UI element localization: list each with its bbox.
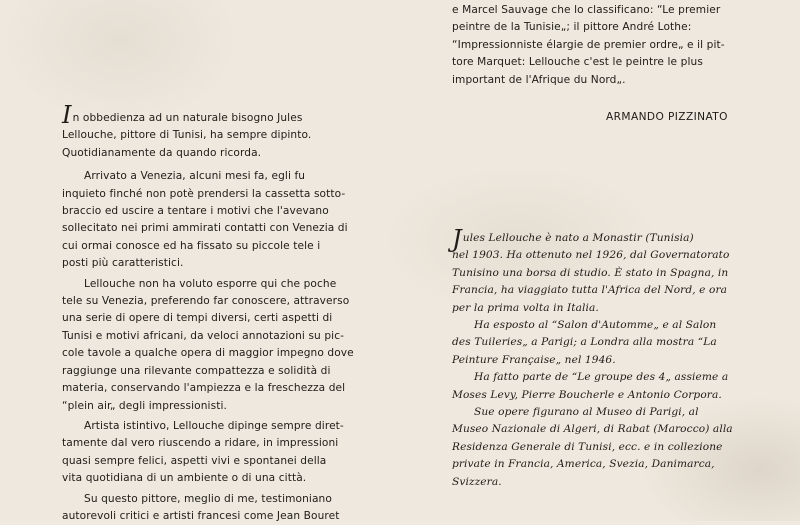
text-line: private in Francia, America, Svezia, Danimarca, (452, 458, 715, 471)
text-line: Tunisino una borsa di studio. È stato in Spagna, in (452, 266, 729, 279)
text-line: una serie di opere di tempi diversi, certi aspetti di (62, 312, 333, 325)
text-line (452, 225, 774, 253)
text-line: des Tuileries„ a Parigi; a Londra alla mostra “La (452, 336, 717, 349)
text-line: Residenza Generale di Tunisi, ecc. e in collezione (452, 440, 723, 453)
text-line: tamente dal vero riuscendo a ridare, in impressioni (62, 437, 339, 450)
text-line: Svizzera. (452, 475, 502, 488)
text-line: Lellouche, pittore di Tunisi, ha sempre dipinto. (62, 129, 312, 142)
left-column-text (62, 101, 366, 525)
text-line: Ha fatto parte de “Le groupe des 4„ assieme a (474, 371, 729, 384)
text-line: peintre de la Tunisie„; il pittore André Lothe: (452, 21, 692, 34)
text-line: autorevoli critici e artisti francesi come Jean Bouret (62, 509, 340, 522)
text-line: “Impressionniste élargie de premier ordre„ e il pit- (452, 38, 725, 51)
text-line: Moses Levy, Pierre Boucherle e Antonio Corpora. (452, 388, 722, 401)
text-line: Francia, ha viaggiato tutta l'Africa del Nord, e ora (452, 284, 728, 297)
text-line (62, 101, 366, 129)
text-line: Arrivato a Venezia, alcuni mesi fa, egli fu (84, 170, 306, 183)
text-line: Museo Nazionale di Algeri, di Rabat (Marocco) alla (452, 423, 733, 436)
right-column-text (452, 2, 774, 89)
paragraph-critics (62, 491, 366, 525)
text-line: Sue opere figurano al Museo di Parigi, al (474, 406, 699, 419)
author-signature: ARMANDO PIZZINATO (606, 111, 728, 123)
text-line: tele su Venezia, preferendo far conoscere, attraverso (62, 295, 350, 308)
text-line: Lellouche non ha voluto esporre qui che poche (84, 277, 337, 290)
text-line: inquieto finché non potè prendersi la cassetta sotto- (62, 187, 346, 200)
text-line: Artista istintivo, Lellouche dipinge sempre diret- (84, 419, 344, 432)
text-line-content: ules Lellouche è nato a Monastir (Tunisia) (462, 232, 694, 244)
text-line: posti più caratteristici. (62, 257, 184, 270)
text-line: cole tavole a qualche opera di maggior impegno dove (62, 347, 354, 360)
paragraph-collections (452, 404, 774, 491)
text-line: Quotidianamente da quando ricorda. (62, 146, 262, 159)
paragraph-artist (62, 418, 366, 488)
text-line: Ha esposto al “Salon d'Automme„ e al Salon (474, 319, 717, 332)
text-line: Tunisi e motivi africani, da veloci annotazioni su pic- (62, 329, 345, 342)
paragraph-exhibition (62, 276, 366, 415)
text-line-content: n obbedienza ad un naturale bisogno Jules (72, 112, 303, 124)
text-line: e Marcel Sauvage che lo classificano: “Le premier (452, 4, 721, 16)
text-line: quasi sempre felici, aspetti vivi e spontanei della (62, 454, 327, 467)
text-line: sollecitato nei primi ammirati contatti con Venezia di (62, 222, 348, 235)
text-line: Su questo pittore, meglio di me, testimoniano (84, 492, 332, 505)
text-line: per la prima volta in Italia. (452, 301, 599, 314)
text-line: raggiunge una rilevante compattezza e solidità di (62, 364, 331, 377)
paragraph-intro (62, 101, 366, 162)
paragraph-group (452, 369, 774, 404)
text-line: vita quotidiana di un ambiente o di una città. (62, 472, 307, 485)
text-line: cui ormai conosce ed ha fissato su piccole tele i (62, 239, 321, 252)
text-line: nel 1903. Ha ottenuto nel 1926, dal Governatorato (452, 249, 730, 262)
paragraph-continuation (452, 2, 774, 89)
biography-text (452, 225, 774, 491)
drop-cap: I (62, 101, 72, 129)
paragraph-birth (452, 225, 774, 317)
paragraph-venezia (62, 168, 366, 272)
text-line: materia, conservando l'ampiezza e la freschezza del (62, 382, 346, 395)
text-line: “plein air„ degli impressionisti. (62, 399, 227, 412)
text-line: braccio ed uscire a tentare i motivi che l'avevano (62, 205, 329, 218)
text-line: Peinture Française„ nel 1946. (452, 353, 616, 366)
drop-cap: J (452, 225, 462, 253)
text-line: important de l'Afrique du Nord„. (452, 73, 626, 86)
paragraph-exhibited (452, 317, 774, 369)
text-line: tore Marquet: Lellouche c'est le peintre le plus (452, 56, 703, 69)
